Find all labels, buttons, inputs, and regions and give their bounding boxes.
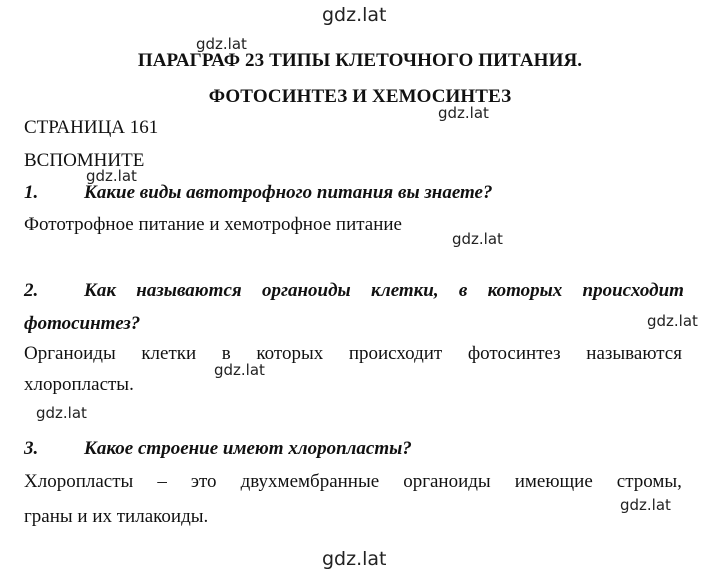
answer-2-line-2: хлоропласты. bbox=[24, 374, 134, 395]
answer-2-word: фотосинтез bbox=[467, 343, 561, 364]
question-3-text: Какое строение имеют хлоропласты? bbox=[84, 438, 412, 459]
answer-3-line-1 bbox=[24, 471, 682, 493]
section-label: ВСПОМНИТЕ bbox=[24, 150, 145, 171]
answer-3-word: Хлоропласты bbox=[24, 471, 134, 492]
watermark-bottom: gdz.lat bbox=[322, 548, 387, 570]
answer-2-word: Органоиды bbox=[24, 343, 116, 364]
answer-2-word: которых bbox=[256, 343, 324, 364]
answer-3-word: – bbox=[157, 471, 167, 492]
answer-2-line-1 bbox=[24, 343, 682, 365]
answer-2-word: клетки bbox=[141, 343, 197, 364]
answer-3-line-2: граны и их тилакоиды. bbox=[24, 506, 209, 527]
question-2-line-2: фотосинтез? bbox=[24, 313, 141, 334]
question-2-word: Как bbox=[84, 280, 117, 301]
question-2-word: в bbox=[458, 280, 468, 301]
question-2-word: органоиды bbox=[261, 280, 351, 301]
heading-line-2: ФОТОСИНТЕЗ И ХЕМОСИНТЕЗ bbox=[208, 86, 512, 107]
answer-2-word: называются bbox=[586, 343, 682, 364]
watermark-question-2: gdz.lat bbox=[647, 312, 698, 330]
question-2-word: которых bbox=[487, 280, 563, 301]
question-1-number: 1. bbox=[24, 182, 39, 203]
answer-1: Фототрофное питание и хемотрофное питание bbox=[24, 214, 402, 235]
answer-3-word: органоиды bbox=[403, 471, 491, 492]
answer-2-word: происходит bbox=[348, 343, 443, 364]
answer-3-word: стромы, bbox=[616, 471, 682, 492]
question-2-word: клетки, bbox=[370, 280, 439, 301]
question-2-word: называются bbox=[136, 280, 242, 301]
question-1-text: Какие виды автотрофного питания вы знаете? bbox=[84, 182, 493, 203]
question-2-number: 2. bbox=[24, 280, 39, 301]
question-2-word: происходит bbox=[582, 280, 684, 301]
question-3-number: 3. bbox=[24, 438, 39, 459]
watermark-heading-2: gdz.lat bbox=[438, 104, 489, 122]
heading-line-1: ПАРАГРАФ 23 ТИПЫ КЛЕТОЧНОГО ПИТАНИЯ. bbox=[137, 50, 583, 71]
answer-3-word: это bbox=[190, 471, 217, 492]
watermark-answer-3: gdz.lat bbox=[620, 496, 671, 514]
watermark-answer-2b: gdz.lat bbox=[36, 404, 87, 422]
watermark-heading-1: gdz.lat bbox=[196, 35, 247, 53]
watermark-section: gdz.lat bbox=[86, 167, 137, 185]
watermark-top: gdz.lat bbox=[322, 4, 387, 26]
watermark-answer-2: gdz.lat bbox=[214, 361, 265, 379]
answer-2-word: в bbox=[221, 343, 231, 364]
question-2-line-1 bbox=[84, 280, 684, 302]
answer-3-word: двухмембранные bbox=[240, 471, 380, 492]
watermark-answer-1: gdz.lat bbox=[452, 230, 503, 248]
page-label: СТРАНИЦА 161 bbox=[24, 117, 159, 138]
answer-3-word: имеющие bbox=[514, 471, 593, 492]
